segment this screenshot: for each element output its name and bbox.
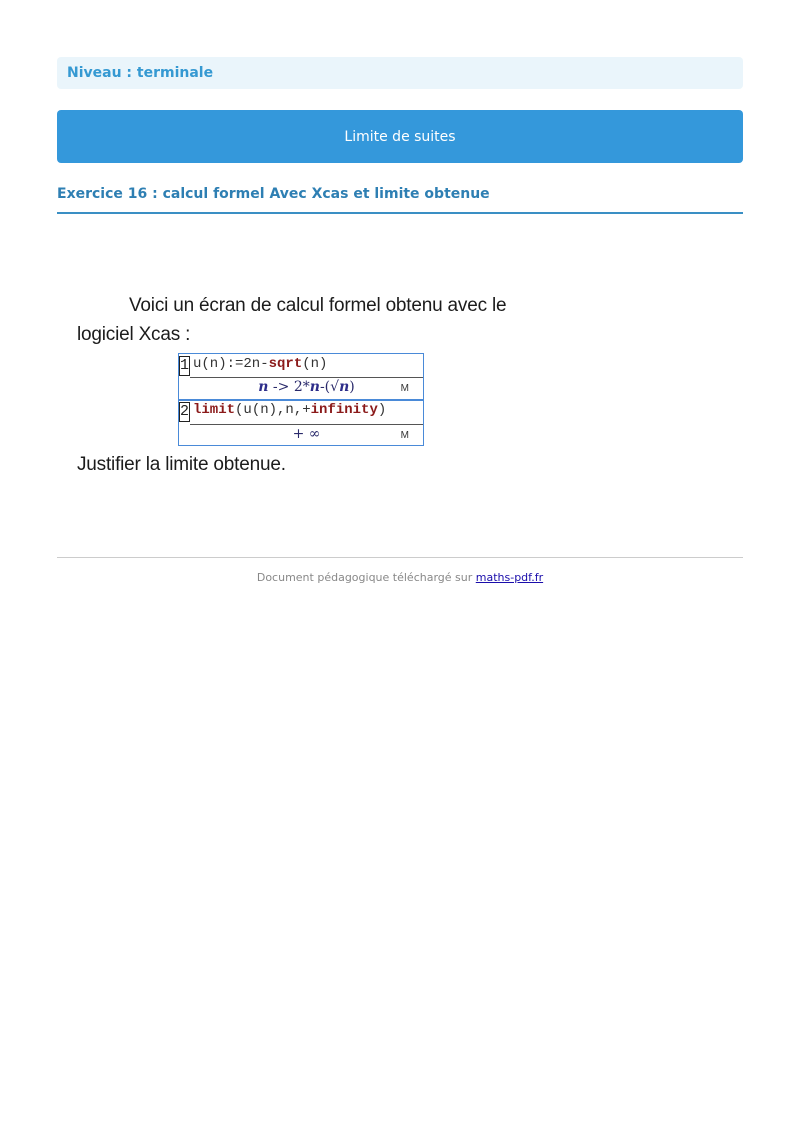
chapter-banner [57, 110, 743, 163]
statement-line-3: Justifier la limite obtenue. [77, 454, 286, 475]
cell-separator [179, 399, 423, 401]
cell-1-mode: M [400, 383, 409, 394]
cell-1-command: u(n):=2n-sqrt(n) [193, 356, 328, 372]
statement-line-1: Voici un écran de calcul formel obtenu avec le [129, 295, 507, 316]
cell-2-mode: M [400, 430, 409, 441]
cell-1-output: n -> 2*n-(√n) M [190, 377, 423, 397]
statement-line-2: logiciel Xcas : [77, 324, 191, 345]
footer [57, 571, 743, 584]
exercise-image [57, 285, 743, 485]
xcas-screen [178, 353, 424, 446]
cell-number-1: 1 [180, 357, 190, 374]
cell-2-command: limit(u(n),n,+infinity) [193, 402, 387, 418]
footer-text: Document pédagogique téléchargé sur [256, 571, 476, 584]
footer-divider [57, 557, 743, 558]
cell-number-2: 2 [180, 403, 190, 420]
footer-link[interactable]: maths-pdf.fr [475, 571, 544, 584]
exercise-title: Exercice 16 : calcul formel Avec Xcas et limite obtenue [57, 186, 743, 214]
level-box: Niveau : terminale [57, 57, 743, 89]
chapter-title: Limite de suites [344, 128, 456, 145]
cell-2-output: + ∞ M [190, 424, 423, 444]
